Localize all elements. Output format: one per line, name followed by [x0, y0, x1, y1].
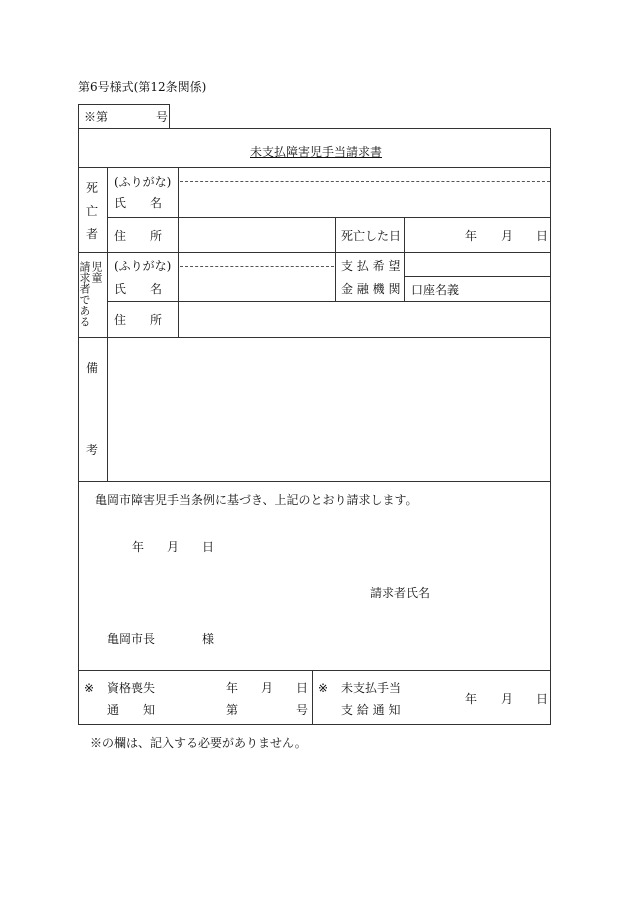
declaration-day: 日 — [202, 540, 215, 554]
divider — [107, 167, 108, 481]
claimant-label-col2: 児童 — [90, 261, 103, 283]
deceased-label-2: 亡 — [86, 204, 99, 218]
claimant-name-label: 氏 名 — [114, 282, 163, 296]
claimant-address-field[interactable] — [180, 303, 550, 336]
deceased-furigana-label: (ふりがな) — [114, 175, 172, 189]
claimant-name-field[interactable] — [180, 269, 334, 300]
form-title: 未支払障害児手当請求書 — [250, 145, 383, 159]
divider — [107, 301, 551, 302]
office-right-label-1: 未支払手当 — [341, 681, 402, 695]
deceased-address-field[interactable] — [180, 219, 334, 251]
divider — [404, 217, 405, 301]
account-holder-field[interactable] — [460, 278, 550, 300]
honorific: 様 — [202, 632, 215, 646]
deceased-name-field[interactable] — [180, 184, 550, 216]
deceased-address-label: 住 所 — [114, 229, 163, 243]
divider — [78, 252, 551, 253]
claimant-name-sign-label: 請求者氏名 — [370, 586, 431, 600]
divider — [78, 481, 551, 482]
office-left-no: 第 — [226, 703, 239, 717]
office-left-label-2: 通 知 — [107, 703, 156, 717]
remarks-field[interactable] — [109, 339, 550, 480]
office-right-label-2: 支 給 通 知 — [341, 703, 401, 717]
office-right-year: 年 — [465, 692, 478, 706]
deceased-label-3: 者 — [86, 227, 99, 241]
declaration-month: 月 — [167, 540, 180, 554]
death-date-label: 死亡した日 — [341, 229, 402, 243]
furigana-dashed-line — [180, 266, 334, 267]
divider — [78, 167, 551, 168]
bank-label-2: 金 融 機 関 — [341, 282, 401, 296]
office-left-go: 号 — [296, 703, 309, 717]
office-left-year: 年 — [226, 681, 239, 695]
bank-label-1: 支 払 希 望 — [341, 259, 401, 273]
remarks-label-2: 考 — [86, 443, 99, 457]
addressee: 亀岡市長 — [107, 632, 156, 646]
office-left-day: 日 — [296, 681, 309, 695]
office-left-mark: ※ — [84, 681, 95, 695]
claimant-label-col1: 請求者である — [78, 261, 91, 327]
divider — [78, 337, 551, 338]
deceased-name-label: 氏 名 — [114, 196, 163, 210]
account-holder-label: 口座名義 — [411, 283, 460, 297]
death-date-field[interactable] — [406, 219, 550, 251]
office-right-month: 月 — [501, 692, 514, 706]
office-right-mark: ※ — [318, 681, 329, 695]
death-date-year: 年 — [465, 229, 478, 243]
furigana-dashed-line — [180, 181, 550, 182]
bank-name-field[interactable] — [406, 254, 550, 275]
receipt-prefix: ※第 — [84, 110, 109, 124]
divider — [78, 670, 551, 671]
declaration-date-field[interactable] — [100, 536, 220, 556]
claimant-furigana-field[interactable] — [180, 254, 334, 266]
claimant-signature-field[interactable] — [432, 582, 542, 604]
office-left-month: 月 — [261, 681, 274, 695]
deceased-label-1: 死 — [86, 181, 99, 195]
divider — [107, 217, 551, 218]
divider — [312, 670, 313, 725]
deceased-furigana-field[interactable] — [180, 169, 550, 181]
form-number: 第6号様式(第12条関係) — [78, 80, 207, 94]
office-left-label-1: 資格喪失 — [107, 681, 156, 695]
death-date-day: 日 — [536, 229, 549, 243]
claimant-furigana-label: (ふりがな) — [114, 259, 172, 273]
receipt-suffix: 号 — [156, 110, 169, 124]
divider — [335, 217, 336, 301]
declaration-text: 亀岡市障害児手当条例に基づき、上記のとおり請求します。 — [95, 493, 418, 507]
death-date-month: 月 — [501, 229, 514, 243]
footnote: ※の欄は、記入する必要がありません。 — [90, 736, 307, 750]
office-right-day: 日 — [536, 692, 549, 706]
declaration-year: 年 — [132, 540, 145, 554]
remarks-label-1: 備 — [86, 361, 99, 375]
divider — [404, 276, 551, 277]
claimant-address-label: 住 所 — [114, 313, 163, 327]
